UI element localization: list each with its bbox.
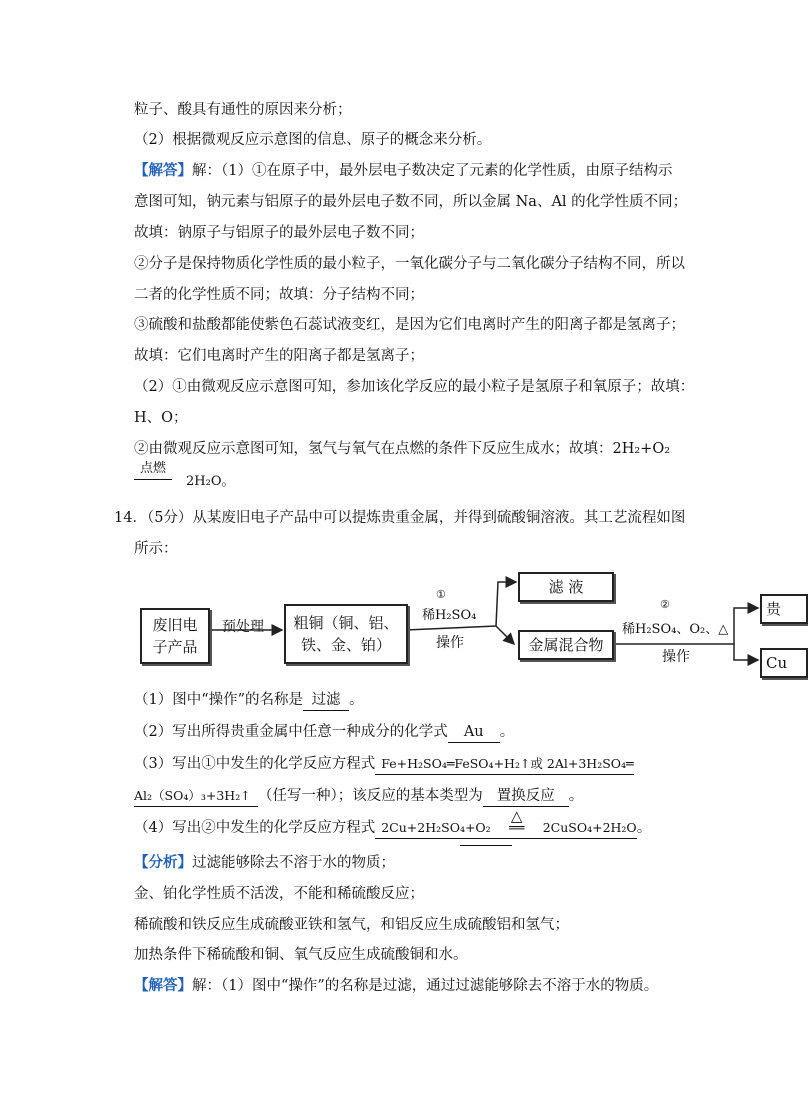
process-flow-diagram [136,568,788,678]
text-line: 故填：钠原子与铝原子的最外层电子数不同； [134,225,424,241]
answer-tag: 【解答】 [134,162,192,179]
step1-number: ① [436,588,446,601]
answer-tag: 【解答】 [134,977,192,994]
blank-equation: Al₂（SO₄）₃+3H₂↑ [134,786,258,807]
equation-underline [460,845,512,846]
step2-number: ② [660,598,670,611]
blank-equation: Fe+H₂SO₄═FeSO₄+H₂↑或 2Al+3H₂SO₄═ [375,754,633,775]
condition-heat: △ ══ [509,807,525,835]
answer-line-3: （3）写出①中发生的化学反应方程式 Fe+H₂SO₄═FeSO₄+H₂↑或 2Al+3H₂SO₄═ [134,754,634,775]
blank-answer: Au [448,722,500,743]
text-line: ②分子是保持物质化学性质的最小粒子，一氧化碳分子与二氧化碳分子结构不同，所以 [134,256,685,272]
text-line: 意图可知，钠元素与铝原子的最外层电子数不同，所以金属 Na、Al 的化学性质不同； [134,194,688,210]
question-14-stem-cont: 所示： [134,541,178,557]
box-output-cu: Cu [760,648,808,678]
box-metal-mixture: 金属混合物 [518,630,614,660]
answer-line-3-cont: Al₂（SO₄）₃+3H₂↑ （任写一种）；该反应的基本类型为 置换反应 。 [134,786,583,807]
box-filtrate: 滤 液 [518,572,614,602]
blank-equation: 2Cu+2H₂SO₄+O₂ △ ══ 2CuSO₄+2H₂O [375,818,636,839]
text-line: ③硫酸和盐酸都能使紫色石蕊试液变红，是因为它们电离时产生的阳离子都是氢离子； [134,317,685,333]
label-pretreatment: 预处理 [222,619,264,635]
analysis-line: 【分析】过滤能够除去不溶于水的物质； [134,854,395,871]
analysis-tag: 【分析】 [134,854,192,871]
reaction-condition: 点燃 [134,459,172,480]
analysis-line: 加热条件下稀硫酸和铜、氧气反应生成硫酸铜和水。 [134,947,468,963]
question-14-stem: 14．（5分）从某废旧电子产品中可以提炼贵重金属，并得到硫酸铜溶液。其工艺流程如图 [114,510,686,526]
solution-line: 【解答】解：（1）图中“操作”的名称是过滤，通过过滤能够除去不溶于水的物质。 [134,977,659,994]
step2-reagent: 稀H₂SO₄、O₂、△ [622,622,729,637]
step1-operation: 操作 [436,635,464,651]
text-line: 【解答】解：（1）①在原子中，最外层电子数决定了元素的化学性质，由原子结构示 [134,162,673,179]
text-line: （2）①由微观反应示意图可知，参加该化学反应的最小粒子是氢原子和氧原子；故填： [134,379,695,395]
text-line: H、O； [134,410,188,426]
text-line: ②由微观反应示意图可知，氢气与氧气在点燃的条件下反应生成水；故填：2H₂+O₂ [134,441,671,457]
answer-line-4: （4）写出②中发生的化学反应方程式 2Cu+2H₂SO₄+O₂ △ ══ 2CuSO₄+2H₂O。 [134,818,651,839]
reaction-product: 2H₂O。 [186,474,235,489]
blank-answer: 过滤 [303,690,349,711]
box-waste-electronics: 废旧电 子产品 [140,608,210,664]
answer-line-1: （1）图中“操作”的名称是 过滤 。 [134,690,364,711]
text-line: 二者的化学性质不同；故填：分子结构不同； [134,287,424,303]
text-line: 故填：它们电离时产生的阳离子都是氢离子； [134,348,424,364]
blank-reaction-type: 置换反应 [483,786,569,807]
analysis-line: 稀硫酸和铁反应生成硫酸亚铁和氢气，和铝反应生成硫酸铝和氢气； [134,917,569,933]
step1-reagent: 稀H₂SO₄ [422,608,477,623]
box-crude-copper: 粗铜（铜、铝、 铁、金、铂） [284,604,408,664]
box-output-precious-metal: 贵 [760,594,808,624]
text-line: 粒子、酸具有通性的原因来分析； [134,102,352,118]
analysis-line: 金、铂化学性质不活泼，不能和稀硫酸反应； [134,886,424,902]
text-line: （2）根据微观反应示意图的信息、原子的概念来分析。 [134,132,492,148]
step2-operation: 操作 [662,649,690,665]
answer-line-2: （2）写出所得贵重金属中任意一种成分的化学式 Au 。 [134,722,514,743]
